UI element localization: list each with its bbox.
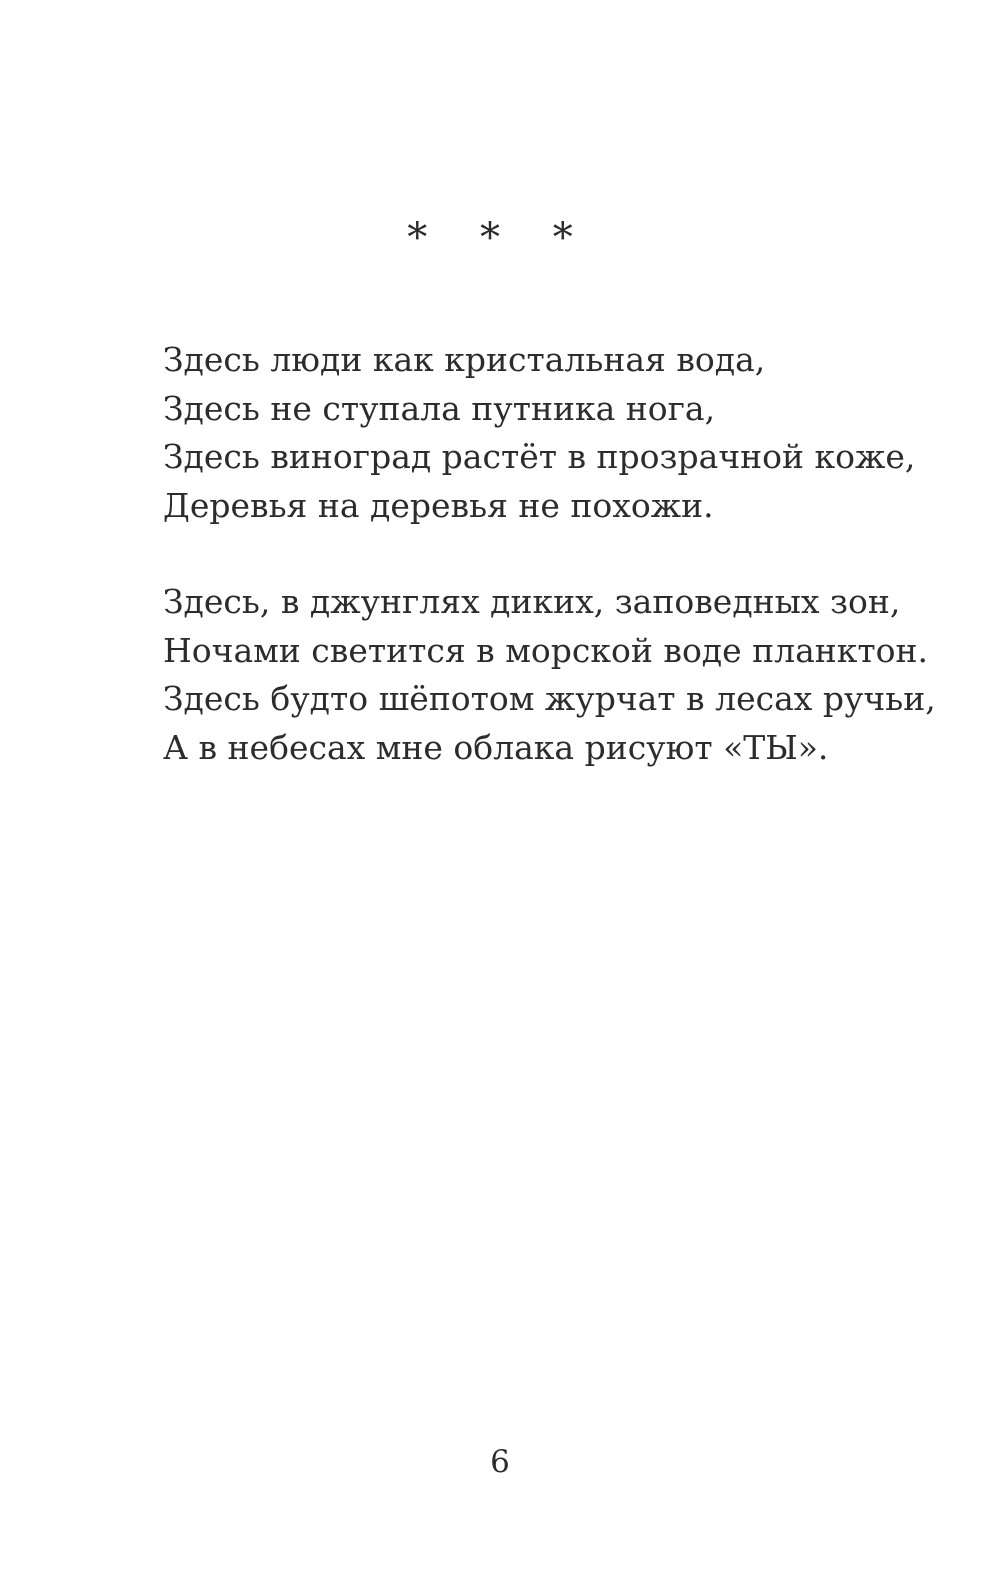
poem-line: Здесь не ступала путника нога, <box>163 388 716 428</box>
poem <box>163 336 983 820</box>
stanza-1 <box>163 336 983 530</box>
poem-line: Здесь виноград растёт в прозрачной коже, <box>163 437 916 476</box>
poem-line: Здесь, в джунглях диких, заповедных зон, <box>163 582 901 621</box>
poem-line: Здесь люди как кристальная вода, <box>163 340 766 379</box>
poem-line: Деревья на деревья не похожи. <box>163 485 714 525</box>
page-number: 6 <box>490 1444 510 1480</box>
poem-line: А в небесах мне облака рисуют «ТЫ». <box>163 727 829 767</box>
poem-line: Здесь будто шёпотом журчат в лесах ручьи, <box>163 679 936 718</box>
stanza-2 <box>163 578 983 772</box>
section-ornament: * * * <box>407 215 593 261</box>
poem-line: Ночами светится в морской воде планктон. <box>163 630 929 670</box>
